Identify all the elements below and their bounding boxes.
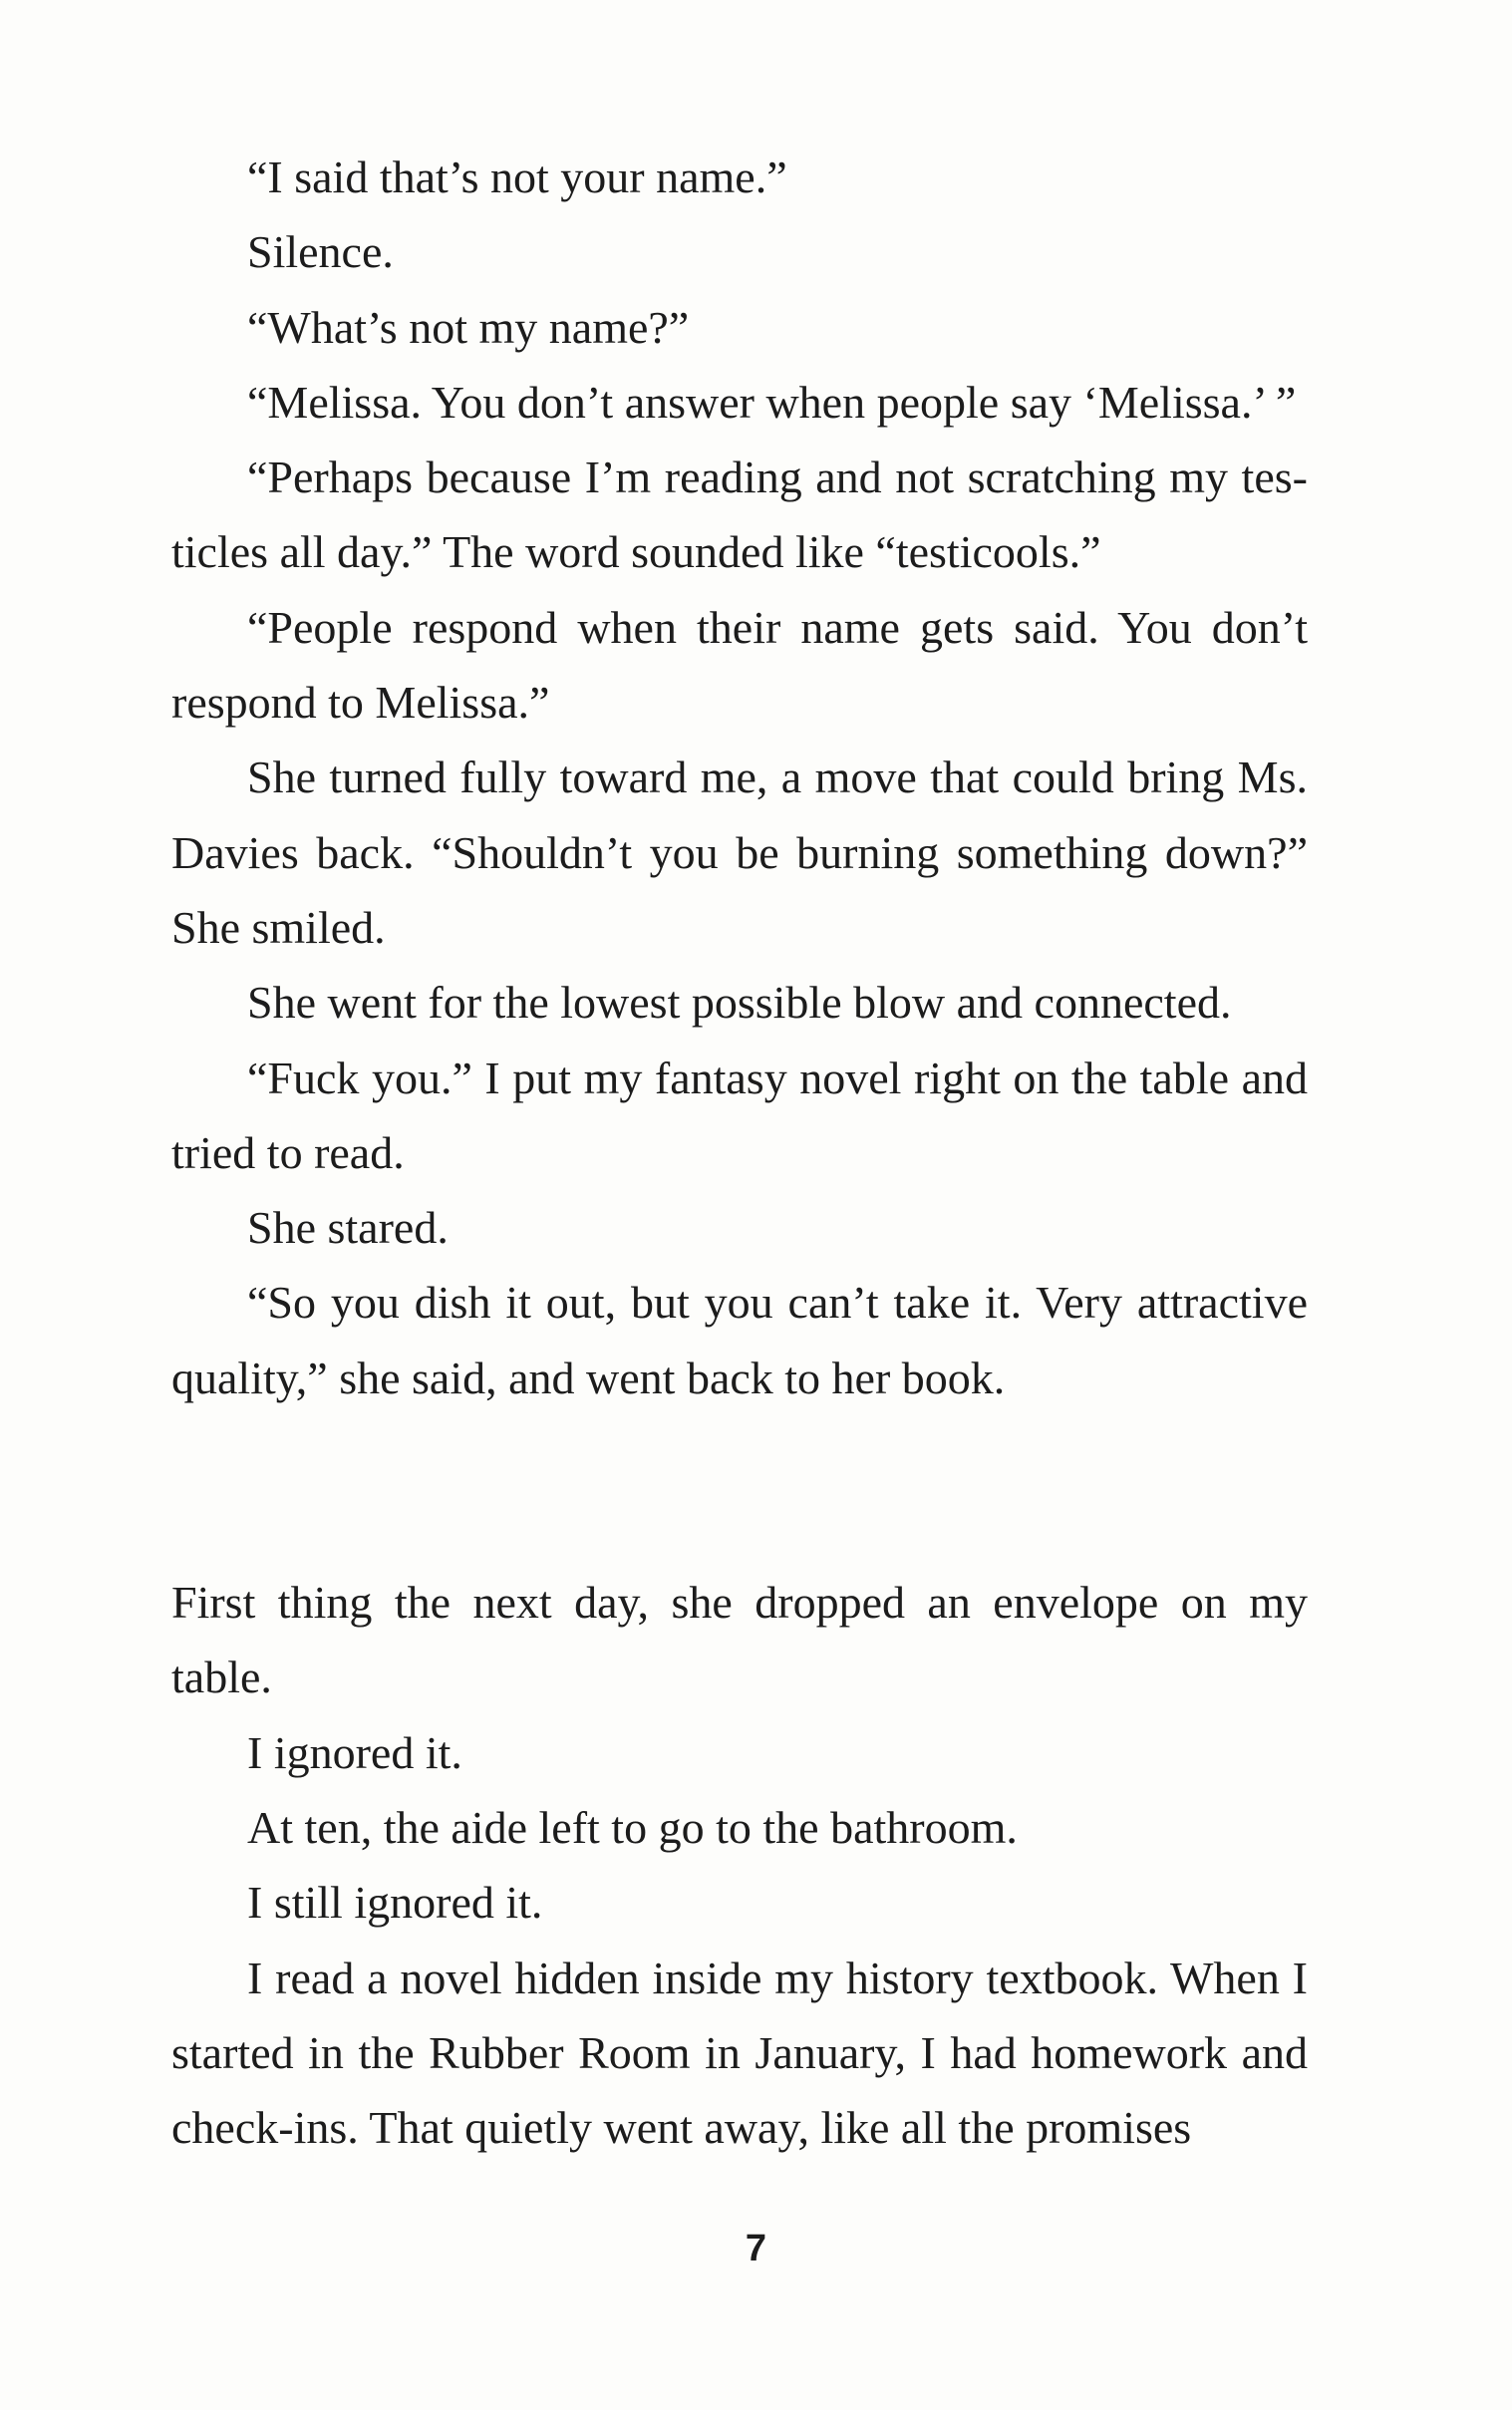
paragraph: First thing the next day, she dropped an envelope on my table. (171, 1577, 1308, 1703)
paragraph: She went for the lowest possible blow and connected. (247, 977, 1232, 1029)
paragraph: “Melissa. You don’t answer when people say ‘Melissa.’ ” (247, 376, 1297, 428)
paragraph: She stared. (247, 1202, 449, 1254)
paragraph: I read a novel hidden inside my history textbook. When I started in the Rubber Room in January, I had homework and check-ins. That quietly went away, like all the promises (171, 1952, 1308, 2154)
paragraph: “What’s not my name?” (247, 301, 690, 353)
paragraph: At ten, the aide left to go to the bathroom. (247, 1801, 1018, 1853)
paragraph: Silence. (247, 226, 394, 278)
page-body (171, 140, 1308, 2165)
paragraph: I still ignored it. (247, 1877, 543, 1929)
paragraph: She turned fully toward me, a move that could bring Ms. Davies back. “Shouldn’t you be burning something down?” She smiled. (171, 752, 1308, 953)
paragraph: “So you dish it out, but you can’t take it. Very attractive quality,” she said, and went back to her book. (171, 1277, 1308, 1403)
paragraph: I ignored it. (247, 1726, 462, 1778)
paragraph: “People respond when their name gets said. You don’t respond to Melissa.” (171, 601, 1308, 729)
paragraph: “Perhaps because I’m reading and not scratching my testicles all day.” The word sounded like “testicools.” (171, 452, 1308, 578)
section-break (171, 1415, 1308, 1565)
paragraph: “I said that’s not your name.” (247, 151, 787, 202)
paragraph: “Fuck you.” I put my fantasy novel right on the table and tried to read. (171, 1052, 1308, 1178)
page-number: 7 (745, 2228, 767, 2269)
